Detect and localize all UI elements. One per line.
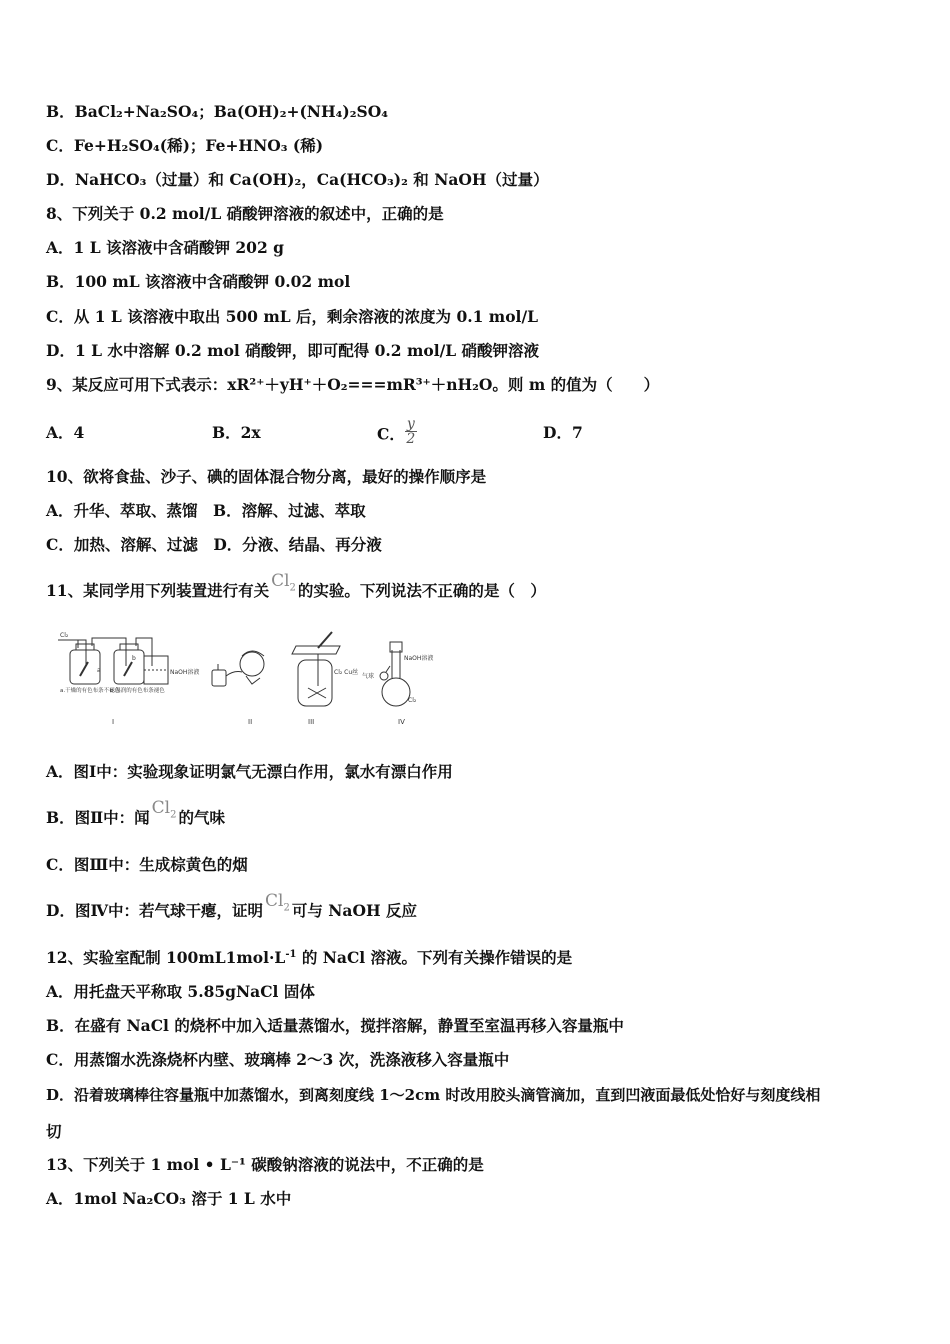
- q8-option-a: A．1 L 该溶液中含硝酸钾 202 g: [46, 238, 284, 257]
- fig-gas-label: Cl₂: [60, 632, 69, 639]
- cl2-symbol: Cl: [271, 571, 290, 591]
- q9-option-a: A．4: [46, 423, 85, 442]
- cl2-formula: [151, 798, 177, 821]
- cl2-subscript: 2: [283, 902, 290, 914]
- q9-option-d: D．7: [543, 423, 583, 442]
- fig-label-i: I: [112, 718, 115, 726]
- fig-b-label: b: [132, 655, 136, 662]
- q11-stem-post: 的实验。下列说法不正确的是（ ）: [297, 581, 546, 600]
- q12-stem-sup: -1: [285, 948, 297, 960]
- q12-stem: [46, 948, 572, 968]
- q13-stem: 13、下列关于 1 mol • L⁻¹ 碳酸钠溶液的说法中，不正确的是: [46, 1155, 484, 1174]
- cl2-formula: [271, 571, 296, 594]
- q11-option-d-pre: D．图Ⅳ中：若气球干瘪，证明: [46, 901, 264, 920]
- apparatus-iv: [380, 642, 410, 706]
- cl2-subscript: 2: [170, 809, 177, 821]
- fig-naoh-label: NaOH溶液: [170, 669, 200, 676]
- q11-option-b-post: 的气味: [178, 808, 226, 827]
- fig-balloon-label: 气球: [362, 673, 375, 680]
- q12-option-b: B．在盛有 NaCl 的烧杯中加入适量蒸馏水，搅拌溶解，静置至室温再移入容量瓶中: [46, 1016, 624, 1035]
- q11-option-d: [46, 891, 418, 921]
- q7-option-b: B．BaCl₂+Na₂SO₄；Ba(OH)₂+(NH₄)₂SO₄: [46, 102, 389, 121]
- q12-option-d-cont: 切: [46, 1122, 62, 1141]
- fig-cl2b-label: Cl₂: [408, 697, 417, 704]
- q11-option-d-post: 可与 NaOH 反应: [291, 901, 418, 920]
- q8-option-d: D．1 L 水中溶解 0.2 mol 硝酸钾，即可配得 0.2 mol/L 硝酸钾溶液: [46, 341, 540, 360]
- apparatus-i: [58, 638, 168, 684]
- q9-fraction: [405, 417, 417, 446]
- q12-option-a: A．用托盘天平称取 5.85gNaCl 固体: [46, 982, 315, 1001]
- fig-wet-label: b.湿润的有色布条褪色: [110, 688, 165, 694]
- q7-option-c: C．Fe+H₂SO₄(稀)；Fe+HNO₃ (稀): [46, 136, 324, 155]
- cl2-symbol: Cl: [151, 798, 171, 818]
- apparatus-iii: [292, 632, 340, 706]
- q11-option-c: C．图Ⅲ中：生成棕黄色的烟: [46, 855, 248, 874]
- fig-cu-label: Cl₂ Cu丝: [334, 669, 359, 676]
- cl2-symbol: Cl: [265, 891, 284, 911]
- q12-option-d: D．沿着玻璃棒往容量瓶中加蒸馏水，到离刻度线 1～2cm 时改用胶头滴管滴加，直到凹液面最低处恰好与刻度线相: [46, 1086, 821, 1104]
- q9-option-c: [377, 416, 417, 450]
- q10-options-row2: C．加热、溶解、过滤 D．分液、结晶、再分液: [46, 535, 382, 554]
- fig-label-iii: III: [308, 718, 315, 726]
- fig-label-iv: IV: [398, 718, 405, 726]
- q13-option-a: A．1mol Na₂CO₃ 溶于 1 L 水中: [46, 1189, 292, 1208]
- q11-option-a: A．图Ⅰ中：实验现象证明氯气无漂白作用，氯水有漂白作用: [46, 762, 453, 781]
- q11-option-b: [46, 798, 226, 828]
- fig-dry-label: a.干燥的有色布条不褪色: [60, 688, 121, 694]
- q10-options-row1: A．升华、萃取、蒸馏 B．溶解、过滤、萃取: [46, 501, 366, 520]
- q11-stem-pre: 11、某同学用下列装置进行有关: [46, 581, 270, 600]
- apparatus-figure: [56, 626, 436, 734]
- q8-option-b: B．100 mL 该溶液中含硝酸钾 0.02 mol: [46, 272, 351, 291]
- q11-stem: [46, 571, 546, 601]
- cl2-formula: [265, 891, 290, 914]
- q9-fraction-numerator: y: [406, 416, 415, 432]
- q9-stem: 9、某反应可用下式表示：xR²⁺＋yH⁺＋O₂===mR³⁺＋nH₂O。则 m 的值为（ ）: [46, 375, 660, 394]
- q7-option-d: D．NaHCO₃（过量）和 Ca(OH)₂，Ca(HCO₃)₂ 和 NaOH（过量）: [46, 170, 549, 189]
- q12-option-c: C．用蒸馏水洗涤烧杯内壁、玻璃棒 2～3 次，洗涤液移入容量瓶中: [46, 1050, 510, 1069]
- cl2-subscript: 2: [289, 582, 296, 594]
- q12-stem-post: 的 NaCl 溶液。下列有关操作错误的是: [296, 948, 573, 967]
- fig-naoh2-label: NaOH溶液: [404, 655, 434, 662]
- q9-option-b: B．2x: [212, 423, 261, 442]
- apparatus-ii: [212, 651, 264, 686]
- q10-stem: 10、欲将食盐、沙子、碘的固体混合物分离，最好的操作顺序是: [46, 467, 487, 486]
- fig-a-label: a: [97, 667, 101, 674]
- fig-label-ii: II: [248, 718, 253, 726]
- q9-option-c-label: C．: [377, 424, 405, 444]
- q8-option-c: C．从 1 L 该溶液中取出 500 mL 后，剩余溶液的浓度为 0.1 mol/L: [46, 307, 538, 326]
- q8-stem: 8、下列关于 0.2 mol/L 硝酸钾溶液的叙述中，正确的是: [46, 204, 444, 223]
- q9-fraction-denominator: 2: [406, 431, 416, 447]
- q12-stem-pre: 12、实验室配制 100mL1mol·L: [46, 948, 286, 967]
- q11-option-b-pre: B．图Ⅱ中：闻: [46, 808, 150, 827]
